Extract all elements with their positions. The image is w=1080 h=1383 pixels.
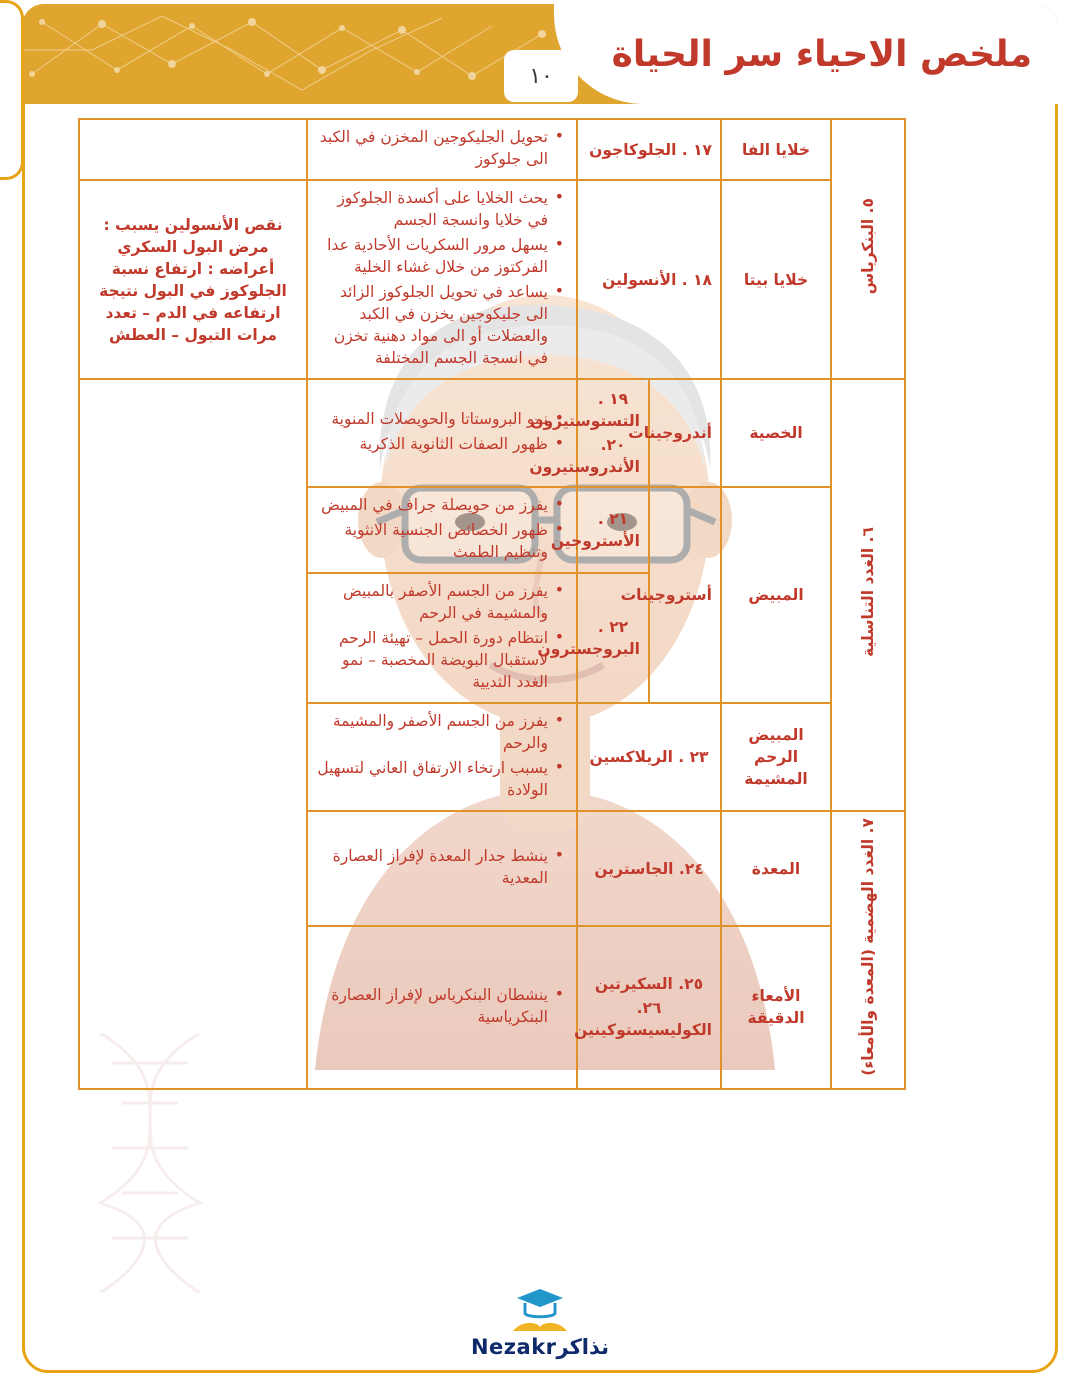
list-item: ٢٠. الأندروستيرون [529, 436, 640, 476]
hormone-cell: ٢٤. الجاسترين [577, 811, 721, 926]
table-row [79, 379, 905, 487]
gland-cell: الخصية [721, 379, 831, 487]
list-item: • ظهور الصفات الثانوية الذكرية [316, 433, 550, 455]
gland-cell: المبيض الرحم المشيمة [721, 703, 831, 811]
brand-text-en: Nezakr [470, 1335, 557, 1359]
notes-cell: نقص الأنسولين يسبب : مرض البول السكري أعراضه : ارتفاع نسبة الجلوكوز في البول نتيجة ارتفاعه في الدم – تعدد مرات التبول – العطش [79, 180, 307, 379]
list-item: • تحويل الجليكوجين المخزن في الكبد الى جلوكوز [316, 126, 550, 170]
functions-cell [307, 926, 577, 1088]
functions-cell [307, 573, 577, 703]
list-item: • ينشطان البنكرياس لإفراز العصارة البنكرياسية [316, 984, 550, 1028]
list-item: • يفرز من حويصلة جراف في المبيض [316, 494, 550, 516]
functions-cell [307, 180, 577, 379]
functions-cell [307, 703, 577, 811]
header-title-wrap [554, 4, 1058, 104]
functions-cell [307, 487, 577, 573]
list-item: • يساعد في تحويل الجلوكوز الزائد الى جليكوجين يخزن في الكبد والعضلات أو الى مواد دهنية تخزن في انسجة الجسم المختلفة [316, 281, 550, 369]
notes-cell [79, 379, 307, 1089]
list-item: • نمو البروستاتا والحويصلات المنوية [316, 408, 550, 430]
side-label-digestive: ٧. الغدد الهضمية (المعدة والأمعاء) [831, 811, 905, 1089]
list-item: • يفرز من الجسم الأصفر بالمبيض والمشيمة في الرحم [316, 580, 550, 624]
hormone-cell: ٢٢ . البروجسترون [577, 573, 649, 703]
page-number-badge: ١٠ [504, 50, 578, 102]
list-item: • يفرز من الجسم الأصفر والمشيمة والرحم [316, 710, 550, 754]
hormone-group-cell: أستروجينات [649, 487, 721, 703]
footer-brand [0, 1287, 1080, 1359]
hormone-cell: ١٧ . الجلوكاجون [577, 119, 721, 180]
functions-cell [307, 119, 577, 180]
brand-text-ar: نذاكر [556, 1335, 610, 1359]
list-item: ٢٥. السكيرتين [594, 975, 704, 994]
side-label-gonads: ٦. الغدد التناسلية [831, 379, 905, 811]
gland-cell: المعدة [721, 811, 831, 926]
list-item: • يسبب ارتخاء الارتفاق العاني لتسهيل الولادة [316, 757, 550, 801]
hormone-cell: ١٨ . الأنسولين [577, 180, 721, 379]
list-item: ٢٦. الكوليسيستوكينين [574, 999, 712, 1040]
page-header [22, 4, 1058, 104]
table-row [79, 180, 905, 379]
notes-cell [79, 119, 307, 180]
list-item: • انتظام دورة الحمل – تهيئة الرحم لاستقبال البويضة المخصبة – نمو الغدد الثديية [316, 627, 550, 693]
side-label-pancreas: ٥. البنكرياس [831, 119, 905, 379]
list-item: • يسهل مرور السكريات الأحادية عدا الفركتوز من خلال غشاء الخلية [316, 234, 550, 278]
list-item: ١٩ . التستوستيرون [530, 390, 640, 430]
page-title: ملخص الاحياء سر الحياة [611, 33, 1032, 75]
list-item: • ينشط جدار المعدة لإفراز العصارة المعدية [316, 845, 550, 889]
graduation-book-icon [509, 1287, 571, 1333]
page-edge-tab [0, 0, 24, 180]
gland-cell: خلايا الفا [721, 119, 831, 180]
hormone-cell [574, 926, 721, 1088]
hormone-cell: ٢١ . الأستروجين [577, 487, 649, 573]
hormones-table-container [78, 118, 906, 1090]
gland-cell: المبيض [721, 487, 831, 703]
list-item: • يحث الخلايا على أكسدة الجلوكوز في خلايا وانسجة الجسم [316, 187, 550, 231]
hormone-cell: ٢٣ . الريلاكسين [577, 703, 721, 811]
gland-cell: الأمعاء الدقيقة [721, 926, 831, 1088]
brand-text [471, 1335, 609, 1359]
table-row [79, 119, 905, 180]
gland-cell: خلايا بيتا [721, 180, 831, 379]
title-plate [554, 4, 1058, 104]
list-item: • ظهور الخصائص الجنسية الانثوية وتنظيم الطمث [316, 519, 550, 563]
functions-cell [307, 811, 577, 926]
hormones-table [78, 118, 906, 1090]
hormone-group-cell: أندروجينات [649, 379, 721, 487]
